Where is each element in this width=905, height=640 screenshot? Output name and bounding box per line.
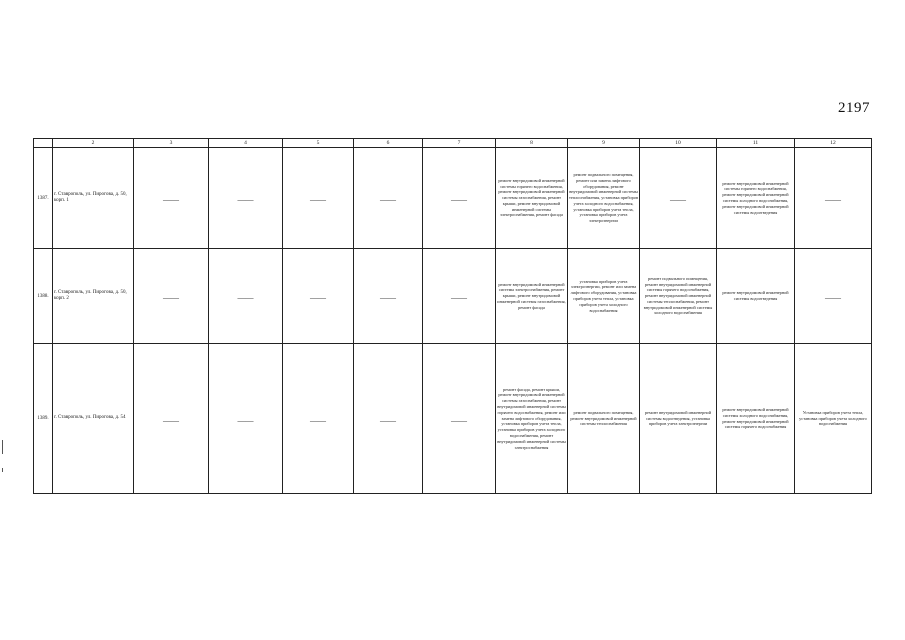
work-cell: ремонт внутридомовой инженерной системы горячего водоснабжения, ремонт внутридомовой инженерной системы холодного водоснабжения, ремонт внутридомовой инженерной системы водоотведения bbox=[717, 148, 795, 249]
work-cell: ремонт внутридомовой инженерной системы водоотведения bbox=[717, 249, 795, 344]
dash: —— bbox=[451, 415, 467, 425]
work-cell: ремонт подвального помещения, ремонт или замена лифтового оборудования, ремонт внутридомовой инженерной системы теплоснабжения, установка приборов учета холодного водоснабжения, установка приборов учета тепла, установка приборов учета электроэнергии bbox=[568, 148, 640, 249]
empty-cell bbox=[354, 148, 423, 249]
header-cell: 7 bbox=[423, 139, 496, 148]
work-cell: ремонт внутридомовой инженерной системы электроснабжения, ремонт крыши, ремонт внутридомовой инженерной системы газоснабжения, ремонт фасада bbox=[496, 249, 568, 344]
empty-cell bbox=[354, 249, 423, 344]
dash: —— bbox=[825, 195, 841, 204]
header-cell: 8 bbox=[496, 139, 568, 148]
work-cell: ремонт подвального помещения, ремонт внутридомовой инженерной системы горячего водоснабжения, ремонт внутридомовой инженерной системы теплоснабжения, ремонт внутридомовой инженерной системы холодного водоснабжения bbox=[640, 249, 717, 344]
header-cell: 6 bbox=[354, 139, 423, 148]
dash: —— bbox=[163, 195, 179, 204]
empty-cell bbox=[134, 344, 209, 494]
table-row bbox=[34, 344, 872, 494]
empty-cell bbox=[283, 344, 354, 494]
header-row bbox=[34, 139, 872, 148]
address-cell: г. Ставрополь, ул. Пирогова, д. 50, корп. 1 bbox=[53, 148, 134, 249]
empty-cell bbox=[640, 148, 717, 249]
register-table bbox=[33, 138, 872, 494]
table-row bbox=[34, 249, 872, 344]
dash: —— bbox=[310, 415, 326, 425]
empty-cell bbox=[795, 249, 872, 344]
row-number: 1388. bbox=[34, 249, 53, 344]
dash: —— bbox=[237, 195, 254, 204]
header-cell bbox=[34, 139, 53, 148]
header-cell: 9 bbox=[568, 139, 640, 148]
dash: —— bbox=[380, 415, 396, 425]
page-number: 2197 bbox=[838, 100, 870, 116]
work-cell: Установка приборов учета тепла, установка приборов учета холодного водоснабжения bbox=[795, 344, 872, 494]
header-cell: 3 bbox=[134, 139, 209, 148]
empty-cell bbox=[423, 249, 496, 344]
dash: —— bbox=[237, 415, 254, 425]
empty-cell bbox=[283, 148, 354, 249]
work-cell: ремонт внутридомовой инженерной системы холодного водоснабжения, ремонт внутридомовой инженерной системы горячего водоснабжения bbox=[717, 344, 795, 494]
dash: —— bbox=[451, 293, 467, 302]
dash: —— bbox=[237, 293, 254, 302]
dash: —— bbox=[163, 293, 179, 302]
header-cell: 12 bbox=[795, 139, 872, 148]
empty-cell bbox=[209, 344, 283, 494]
empty-cell bbox=[423, 344, 496, 494]
empty-cell bbox=[283, 249, 354, 344]
row-number: 1389. bbox=[34, 344, 53, 494]
dash: —— bbox=[380, 195, 396, 204]
dash: —— bbox=[825, 293, 841, 302]
scan-margin-mark bbox=[2, 468, 3, 472]
dash: —— bbox=[380, 293, 396, 302]
work-cell: ремонт внутридомовой инженерной системы горячего водоснабжения, ремонт внутридомовой инженерной системы газоснабжения, ремонт крыши, ремонт внутридомовой инженерной системы электроснабжения, ремонт фасада bbox=[496, 148, 568, 249]
scan-margin-mark bbox=[2, 440, 3, 454]
empty-cell bbox=[795, 148, 872, 249]
dash: —— bbox=[451, 195, 467, 204]
empty-cell bbox=[354, 344, 423, 494]
row-number: 1387. bbox=[34, 148, 53, 249]
header-cell: 5 bbox=[283, 139, 354, 148]
empty-cell bbox=[209, 148, 283, 249]
header-cell: 10 bbox=[640, 139, 717, 148]
work-cell: установка приборов учета электроэнергии, ремонт или замена лифтового оборудования, установка приборов учета тепла, установка приборов учета холодного водоснабжения bbox=[568, 249, 640, 344]
header-cell: 2 bbox=[53, 139, 134, 148]
address-cell: г. Ставрополь, ул. Пирогова, д. 50, корп. 2 bbox=[53, 249, 134, 344]
dash: —— bbox=[310, 293, 326, 302]
dash: —— bbox=[310, 195, 326, 204]
empty-cell bbox=[134, 249, 209, 344]
empty-cell bbox=[209, 249, 283, 344]
empty-cell bbox=[423, 148, 496, 249]
dash: —— bbox=[163, 415, 179, 425]
address-cell: г. Ставрополь, ул. Пирогова, д. 54 bbox=[53, 344, 134, 494]
table-row bbox=[34, 148, 872, 249]
header-cell: 11 bbox=[717, 139, 795, 148]
header-cell: 4 bbox=[209, 139, 283, 148]
work-cell: ремонт внутридомовой инженерной системы водоотведения, установка приборов учета электроэнергии bbox=[640, 344, 717, 494]
work-cell: ремонт подвального помещения, ремонт внутридомовой инженерной системы теплоснабжения bbox=[568, 344, 640, 494]
dash: —— bbox=[670, 195, 686, 204]
work-cell: ремонт фасада, ремонт крыши, ремонт внутридомовой инженерной системы газоснабжения, ремонт внутридомовой инженерной системы горячего водоснабжения, ремонт или замена лифтового оборудования, установка приборов учета тепла, установка приборов учета холодного водоснабжения, ремонт внутридомовой инженерной системы электроснабжения bbox=[496, 344, 568, 494]
empty-cell bbox=[134, 148, 209, 249]
